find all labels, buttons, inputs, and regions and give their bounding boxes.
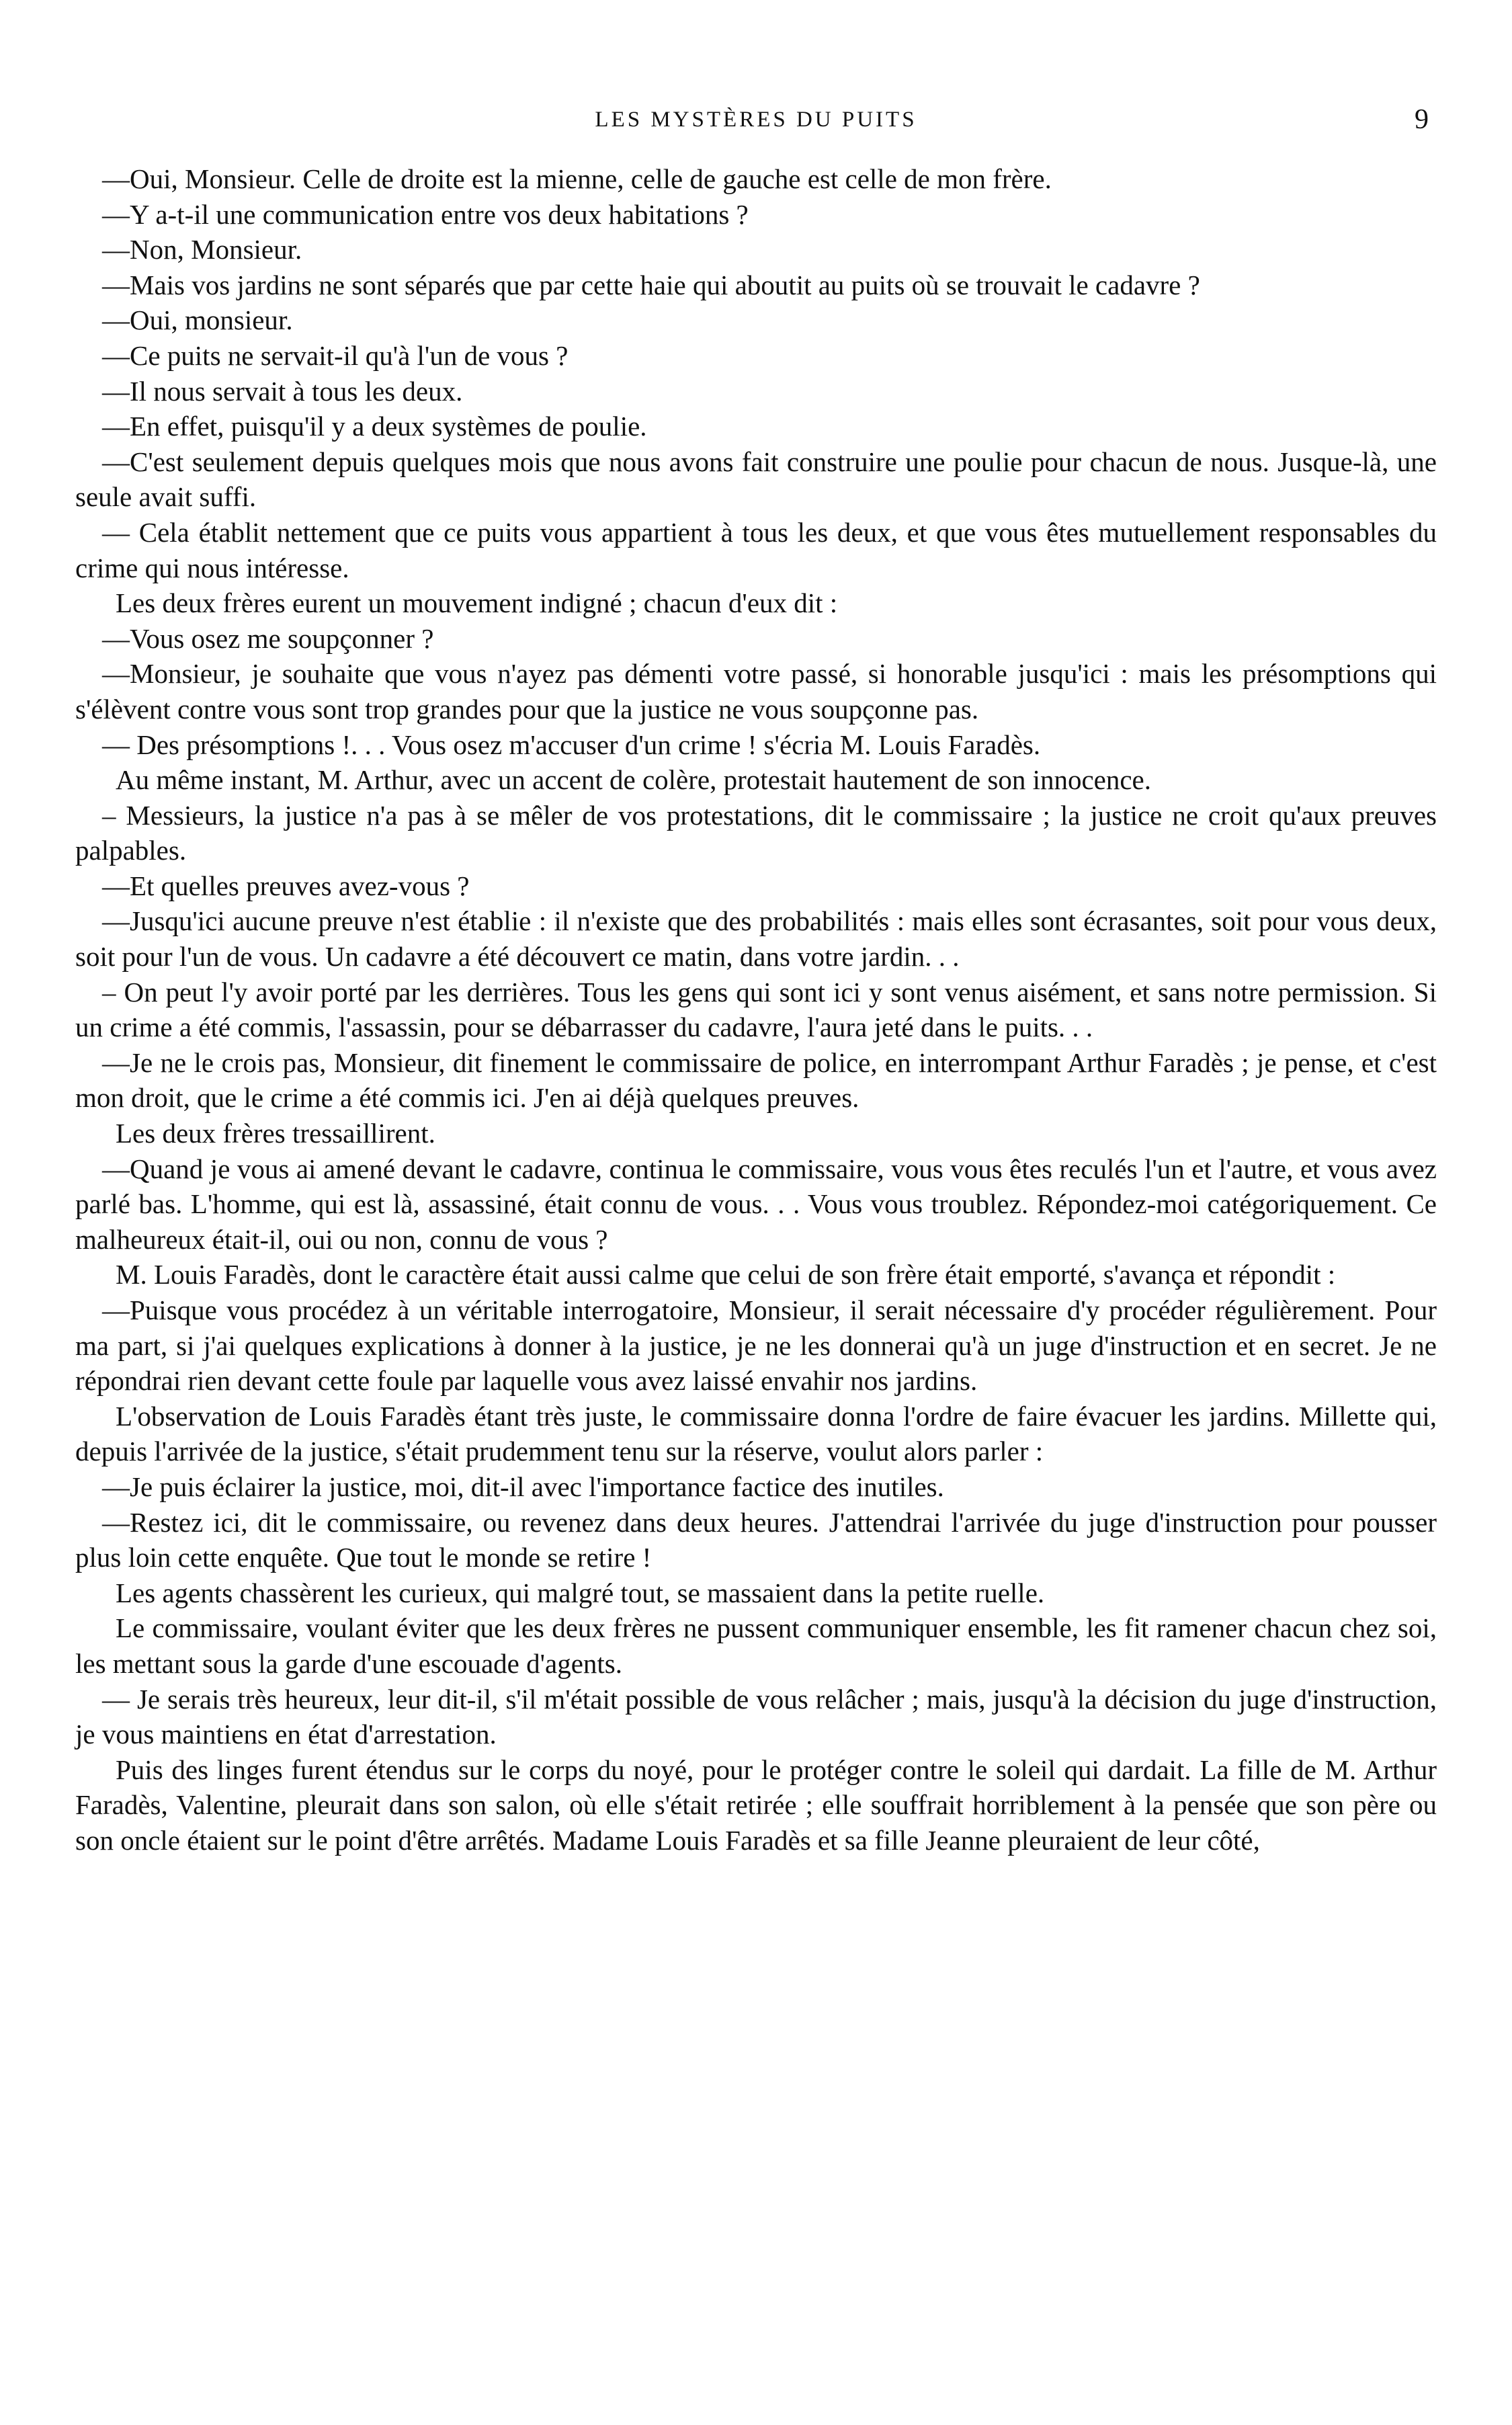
paragraph: —Vous osez me soupçonner ? [102,622,434,654]
paragraph: — Des présomptions !. . . Vous osez m'accuser d'un crime ! s'écria M. Louis Faradès. [102,729,1041,760]
page-number: 9 [1415,104,1429,135]
paragraph: Les deux frères eurent un mouvement indigné ; chacun d'eux dit : [116,587,838,619]
paragraph: L'observation de Louis Faradès étant très juste, le commissaire donna l'ordre de faire évacuer les jardins. Millette qui, depuis l'arrivée de la justice, s'était prudemment tenu sur la réserve, voulut alors parler : [75,1400,1437,1467]
paragraph: —Mais vos jardins ne sont séparés que par cette haie qui aboutit au puits où se trouvait le cadavre ? [102,269,1200,300]
paragraph: —Monsieur, je souhaite que vous n'ayez pas démenti votre passé, si honorable jusqu'ici : mais les présomptions qui s'élèvent contre vous sont trop grandes pour que la justice ne vous soupçonne pas. [75,658,1437,725]
paragraph: — Cela établit nettement que ce puits vous appartient à tous les deux, et que vous êtes mutuellement responsables du crime qui nous intéresse. [75,516,1437,583]
paragraph: M. Louis Faradès, dont le caractère était aussi calme que celui de son frère était emporté, s'avança et répondit : [116,1259,1336,1290]
paragraph: —Y a-t-il une communication entre vos deux habitations ? [102,198,749,230]
paragraph: —Oui, Monsieur. Celle de droite est la mienne, celle de gauche est celle de mon frère. [102,163,1052,194]
paragraph: —Oui, monsieur. [102,304,293,336]
paragraph: Le commissaire, voulant éviter que les deux frères ne pussent communiquer ensemble, les fit ramener chacun chez soi, les mettant sous la garde d'une escouade d'agents. [75,1612,1437,1679]
paragraph: Les agents chassèrent les curieux, qui malgré tout, se massaient dans la petite ruelle. [116,1577,1045,1608]
paragraph: Au même instant, M. Arthur, avec un accent de colère, protestait hautement de son innocence. [116,764,1152,796]
paragraph: – Messieurs, la justice n'a pas à se mêler de vos protestations, dit le commissaire ; la justice ne croit qu'aux preuves palpables. [75,799,1437,866]
paragraph: —C'est seulement depuis quelques mois que nous avons fait construire une poulie pour chacun de nous. Jusque-là, une seule avait suffi. [75,446,1437,513]
paragraph: —Il nous servait à tous les deux. [102,375,463,407]
paragraph: — Je serais très heureux, leur dit-il, s'il m'était possible de vous relâcher ; mais, jusqu'à la décision du juge d'instruction, je vous maintiens en état d'arrestation. [75,1683,1437,1750]
body-text [75,161,1437,1858]
paragraph: —Et quelles preuves avez-vous ? [102,870,470,901]
paragraph: —Je ne le crois pas, Monsieur, dit finement le commissaire de police, en interrompant Arthur Faradès ; je pense, et c'est mon droit, que le crime a été commis ici. J'en ai déjà quelques preuves. [75,1046,1437,1114]
paragraph: Les deux frères tressaillirent. [116,1118,435,1149]
paragraph: —Quand je vous ai amené devant le cadavre, continua le commissaire, vous vous êtes reculés l'un et l'autre, et vous avez parlé bas. L'homme, qui est là, assassiné, était connu de vous. . . Vous vous troublez. Répondez-moi catégoriquement. Ce malheureux était-il, oui ou non, connu de vous ? [75,1153,1437,1255]
page-header [75,99,1437,140]
paragraph: —Non, Monsieur. [102,234,302,265]
running-title: LES MYSTÈRES DU PUITS [595,108,917,132]
paragraph: —Jusqu'ici aucune preuve n'est établie : il n'existe que des probabilités : mais elles sont écrasantes, soit pour vous deux, soit pour l'un de vous. Un cadavre a été découvert ce matin, dans votre jardin. . . [75,905,1437,973]
paragraph: —Je puis éclairer la justice, moi, dit-il avec l'importance factice des inutiles. [102,1471,944,1502]
paragraph: —En effet, puisqu'il y a deux systèmes de poulie. [102,411,647,442]
paragraph: —Ce puits ne servait-il qu'à l'un de vous ? [102,339,569,371]
paragraph: —Restez ici, dit le commissaire, ou revenez dans deux heures. J'attendrai l'arrivée du juge d'instruction pour pousser plus loin cette enquête. Que tout le monde se retire ! [75,1506,1437,1573]
paragraph: Puis des linges furent étendus sur le corps du noyé, pour le protéger contre le soleil qui dardait. La fille de M. Arthur Faradès, Valentine, pleurait dans son salon, où elle s'était retirée ; elle souffrait horriblement à la pensée que son père ou son oncle étaient sur le point d'être arrêtés. Madame Louis Faradès et sa fille Jeanne pleuraient de leur côté, [75,1754,1437,1856]
paragraph: —Puisque vous procédez à un véritable interrogatoire, Monsieur, il serait nécessaire d'y procéder régulièrement. Pour ma part, si j'ai quelques explications à donner à la justice, je ne les donnerai qu'à un juge d'instruction et en secret. Je ne répondrai rien devant cette foule par laquelle vous avez laissé envahir nos jardins. [75,1294,1437,1397]
paragraph: – On peut l'y avoir porté par les derrières. Tous les gens qui sont ici y sont venus aisément, et sans notre permission. Si un crime a été commis, l'assassin, pour se débarrasser du cadavre, l'aura jeté dans le puits. . . [75,976,1437,1043]
